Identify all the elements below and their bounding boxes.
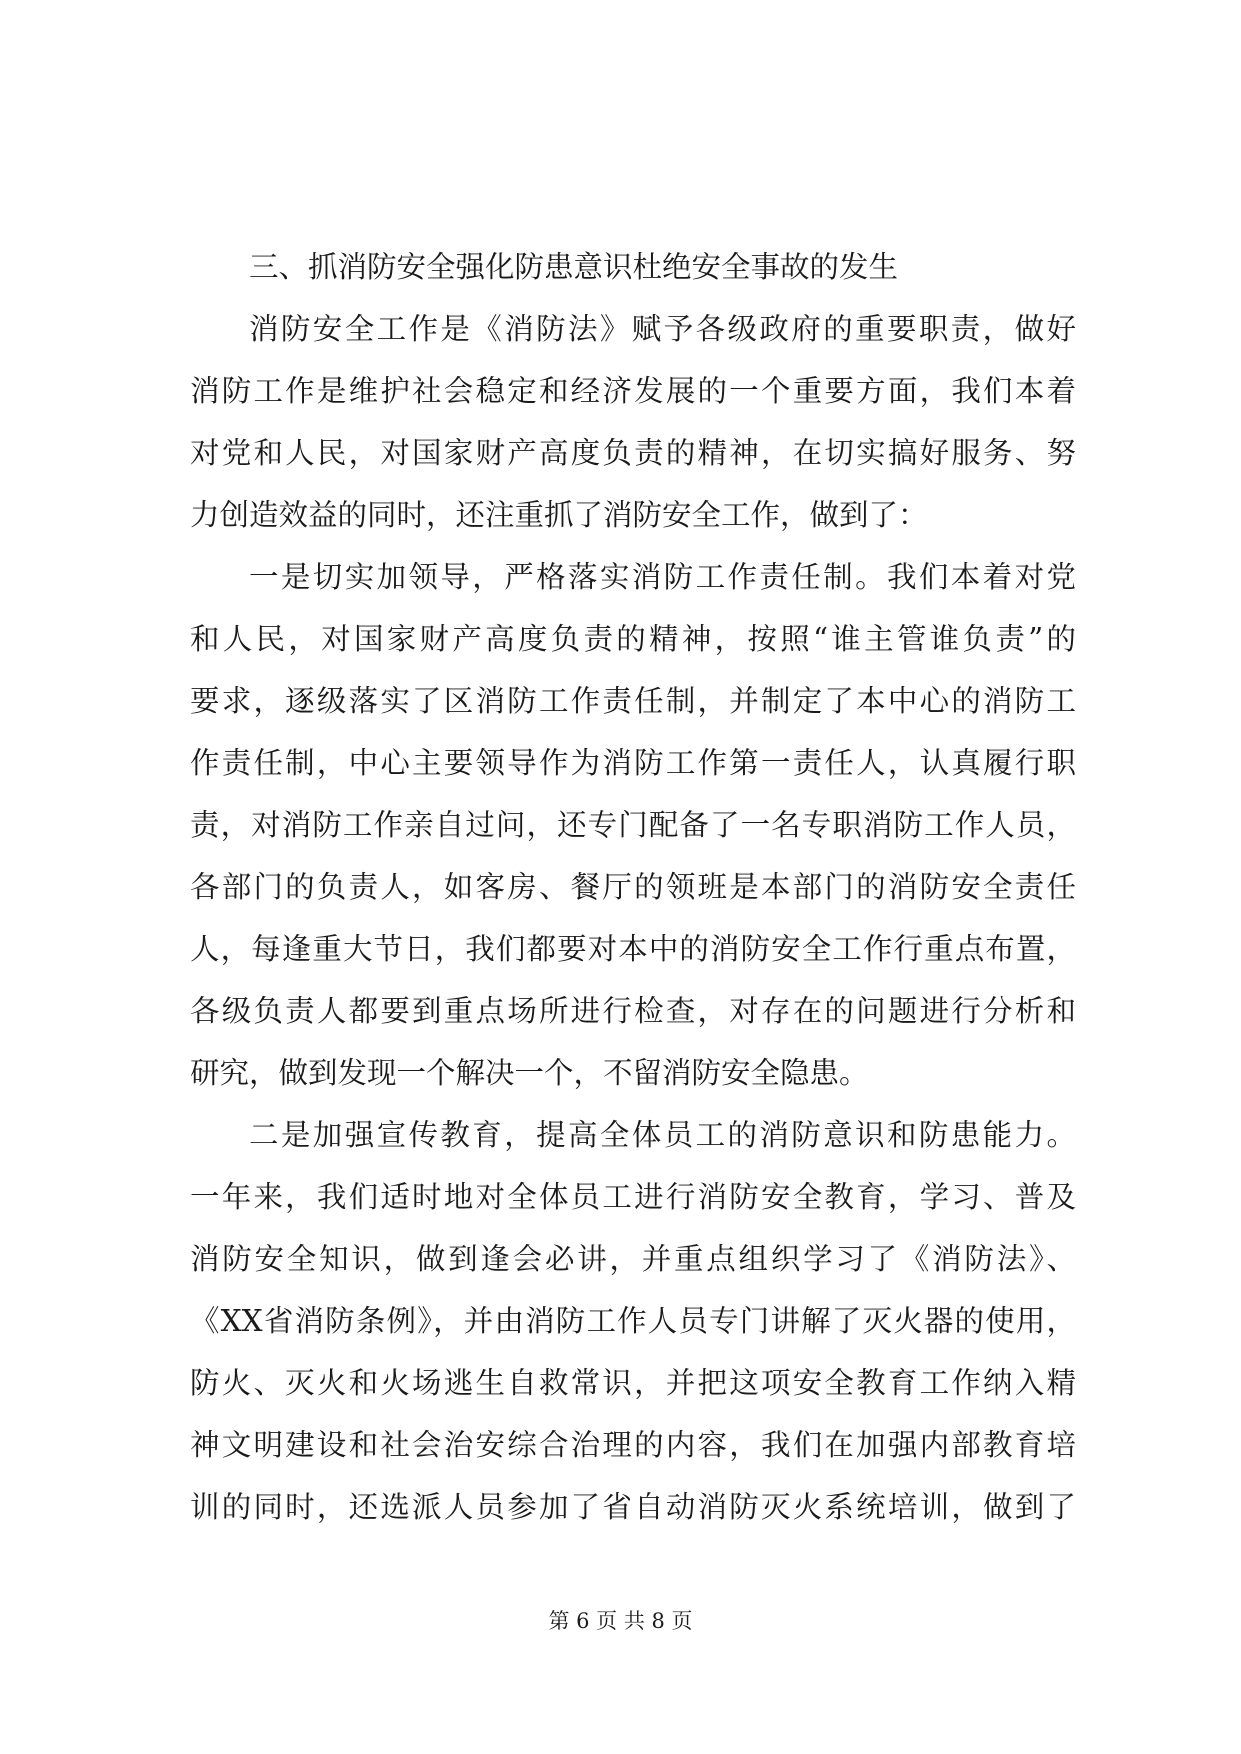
- paragraph-line: 消防安全工作是《消防法》赋予各级政府的重要职责，做好: [249, 312, 1076, 346]
- paragraph-line: 研究，做到发现一个解决一个，不留消防安全隐患。: [190, 1056, 869, 1090]
- paragraph-line: 《XX省消防条例》，并由消防工作人员专门讲解了灭火器的使用，: [190, 1304, 1076, 1338]
- paragraph-line: 各级负责人都要到重点场所进行检查，对存在的问题进行分析和: [190, 994, 1076, 1028]
- paragraph-line: 要求，逐级落实了区消防工作责任制，并制定了本中心的消防工: [190, 684, 1076, 718]
- paragraph-line: 人，每逢重大节日，我们都要对本中的消防安全工作行重点布置，: [190, 932, 1076, 966]
- section-heading: 三、抓消防安全强化防患意识杜绝安全事故的发生: [249, 250, 899, 284]
- paragraph-2: [190, 546, 1076, 1104]
- paragraph-line: 和人民，对国家财产高度负责的精神，按照“谁主管谁负责”的: [190, 622, 1076, 656]
- paragraph-line: 神文明建设和社会治安综合治理的内容，我们在加强内部教育培: [190, 1428, 1076, 1462]
- document-body: [190, 236, 1076, 1538]
- paragraph-line: 消防工作是维护社会稳定和经济发展的一个重要方面，我们本着: [190, 374, 1076, 408]
- paragraph-line: 二是加强宣传教育，提高全体员工的消防意识和防患能力。: [249, 1118, 1076, 1152]
- paragraph-1: [190, 298, 1076, 546]
- page-number-footer: 第 6 页 共 8 页: [548, 1609, 693, 1633]
- paragraph-line: 责，对消防工作亲自过问，还专门配备了一名专职消防工作人员，: [190, 808, 1076, 842]
- paragraph-line: 消防安全知识，做到逢会必讲，并重点组织学习了《消防法》、: [190, 1242, 1076, 1276]
- paragraph-line: 训的同时，还选派人员参加了省自动消防灭火系统培训，做到了: [190, 1490, 1076, 1524]
- paragraph-line: 各部门的负责人，如客房、餐厅的领班是本部门的消防安全责任: [190, 870, 1076, 904]
- paragraph-line: 一年来，我们适时地对全体员工进行消防安全教育，学习、普及: [190, 1180, 1076, 1214]
- paragraph-3: [190, 1104, 1076, 1538]
- paragraph-line: 力创造效益的同时，还注重抓了消防安全工作，做到了：: [190, 498, 928, 532]
- paragraph-line: 对党和人民，对国家财产高度负责的精神，在切实搞好服务、努: [190, 436, 1076, 470]
- paragraph-line: 作责任制，中心主要领导作为消防工作第一责任人，认真履行职: [190, 746, 1076, 780]
- paragraph-line: 一是切实加领导，严格落实消防工作责任制。我们本着对党: [249, 560, 1076, 594]
- paragraph-line: 防火、灭火和火场逃生自救常识，并把这项安全教育工作纳入精: [190, 1366, 1076, 1400]
